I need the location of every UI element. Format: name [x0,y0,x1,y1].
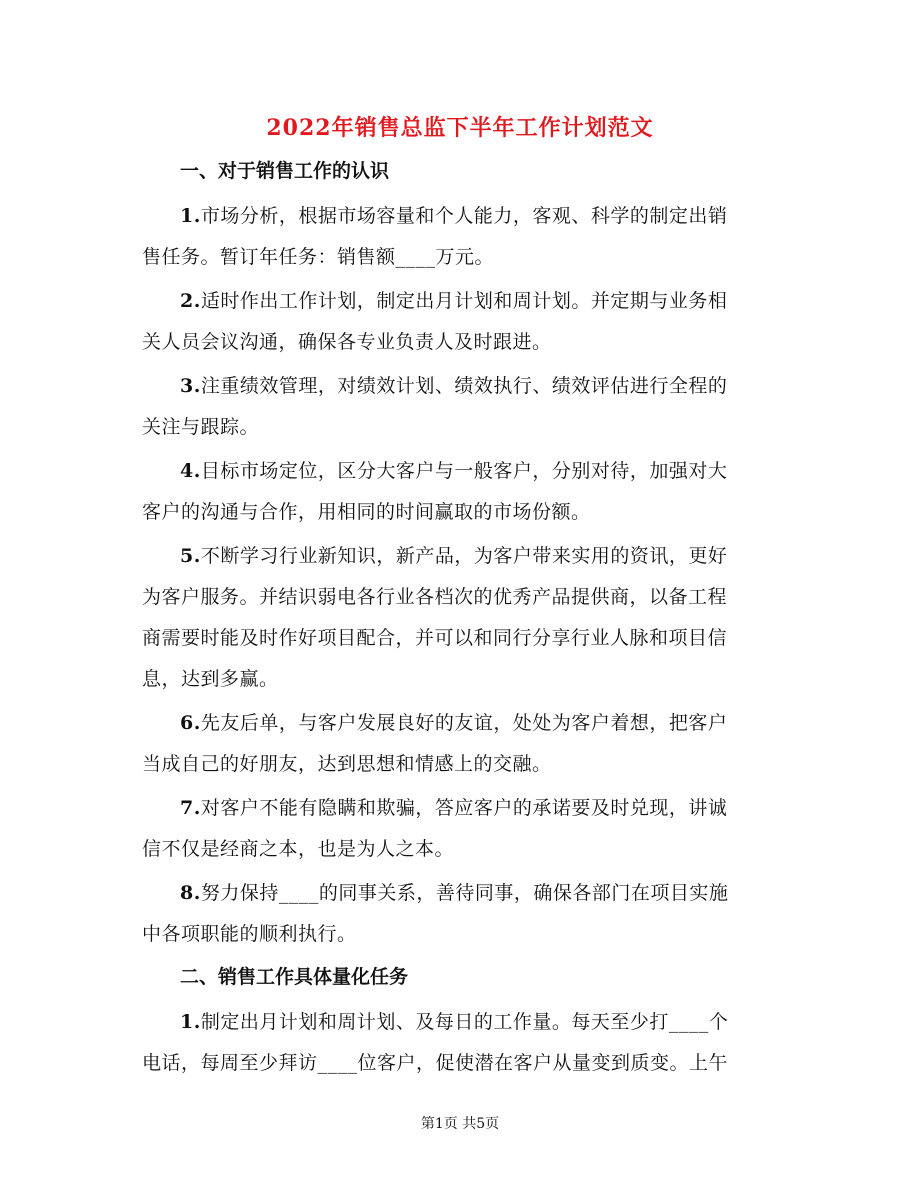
paragraph-line: 关注与跟踪。 [142,416,260,438]
paragraph-line [180,1002,772,1043]
paragraph-item [142,451,772,533]
section-heading-1: 一、对于销售工作的认识 [180,160,390,182]
paragraph-line [180,366,772,407]
paragraph-line: 为客户服务。并结识弱电各行业各档次的优秀产品提供商，以备工程 [142,586,728,608]
item-number: 6. [180,712,201,734]
paragraph-line: 商需要时能及时作好项目配合，并可以和同行分享行业人脉和项目信 [142,627,728,649]
section-2-items [142,1002,772,1084]
paragraph-line [180,281,772,322]
item-number: 7. [180,797,201,819]
item-text: 对客户不能有隐瞒和欺骗，答应客户的承诺要及时兑现，讲诚 [200,797,728,819]
item-text: 制定出月计划和周计划、及每日的工作量。每天至少打____个 [200,1011,729,1033]
paragraph-line [180,788,772,829]
paragraph-line: 客户的沟通与合作，用相同的时间赢取的市场份额。 [142,501,591,523]
item-text: 适时作出工作计划，制定出月计划和周计划。并定期与业务相 [200,290,728,312]
paragraph-item [142,873,772,955]
paragraph-item [142,196,772,278]
paragraph-line: 关人员会议沟通，确保各专业负责人及时跟进。 [142,331,552,353]
paragraph-line [180,196,772,237]
item-number: 1. [180,1011,201,1033]
item-text: 目标市场定位，区分大客户与一般客户，分别对待，加强对大 [200,460,728,482]
paragraph-line: 息，达到多赢。 [142,668,279,690]
item-number: 1. [180,205,201,227]
item-text: 市场分析，根据市场容量和个人能力，客观、科学的制定出销 [200,205,728,227]
section-1-items [142,196,772,955]
paragraph-item [142,1002,772,1084]
paragraph-line: 中各项职能的顺利执行。 [142,923,357,945]
item-number: 2. [180,290,201,312]
section-heading-2: 二、销售工作具体量化任务 [180,966,409,988]
item-number: 8. [180,882,201,904]
item-text: 不断学习行业新知识，新产品，为客户带来实用的资讯，更好 [200,545,728,567]
item-text: 注重绩效管理，对绩效计划、绩效执行、绩效评估进行全程的 [200,375,728,397]
paragraph-line: 当成自己的好朋友，达到思想和情感上的交融。 [142,753,552,775]
item-text: 先友后单，与客户发展良好的友谊，处处为客户着想，把客户 [200,712,728,734]
item-number: 4. [180,460,201,482]
paragraph-line: 电话，每周至少拜访____位客户，促使潜在客户从量变到质变。上午 [142,1052,729,1074]
page-footer: 第1页 共5页 [420,1116,500,1132]
document-body [142,152,772,1087]
item-number: 5. [180,545,201,567]
paragraph-item [142,281,772,363]
item-number: 3. [180,375,201,397]
paragraph-item [142,536,772,700]
paragraph-item [142,703,772,785]
paragraph-line [180,536,772,577]
item-text: 努力保持____的同事关系，善待同事，确保各部门在项目实施 [200,882,729,904]
paragraph-line [180,873,772,914]
paragraph-line: 售任务。暂订年任务：销售额____万元。 [142,246,495,268]
paragraph-line [180,451,772,492]
paragraph-item [142,788,772,870]
paragraph-line [180,703,772,744]
paragraph-item [142,366,772,448]
paragraph-line: 信不仅是经商之本，也是为人之本。 [142,838,455,860]
document-title: 2022年销售总监下半年工作计划范文 [266,115,654,141]
